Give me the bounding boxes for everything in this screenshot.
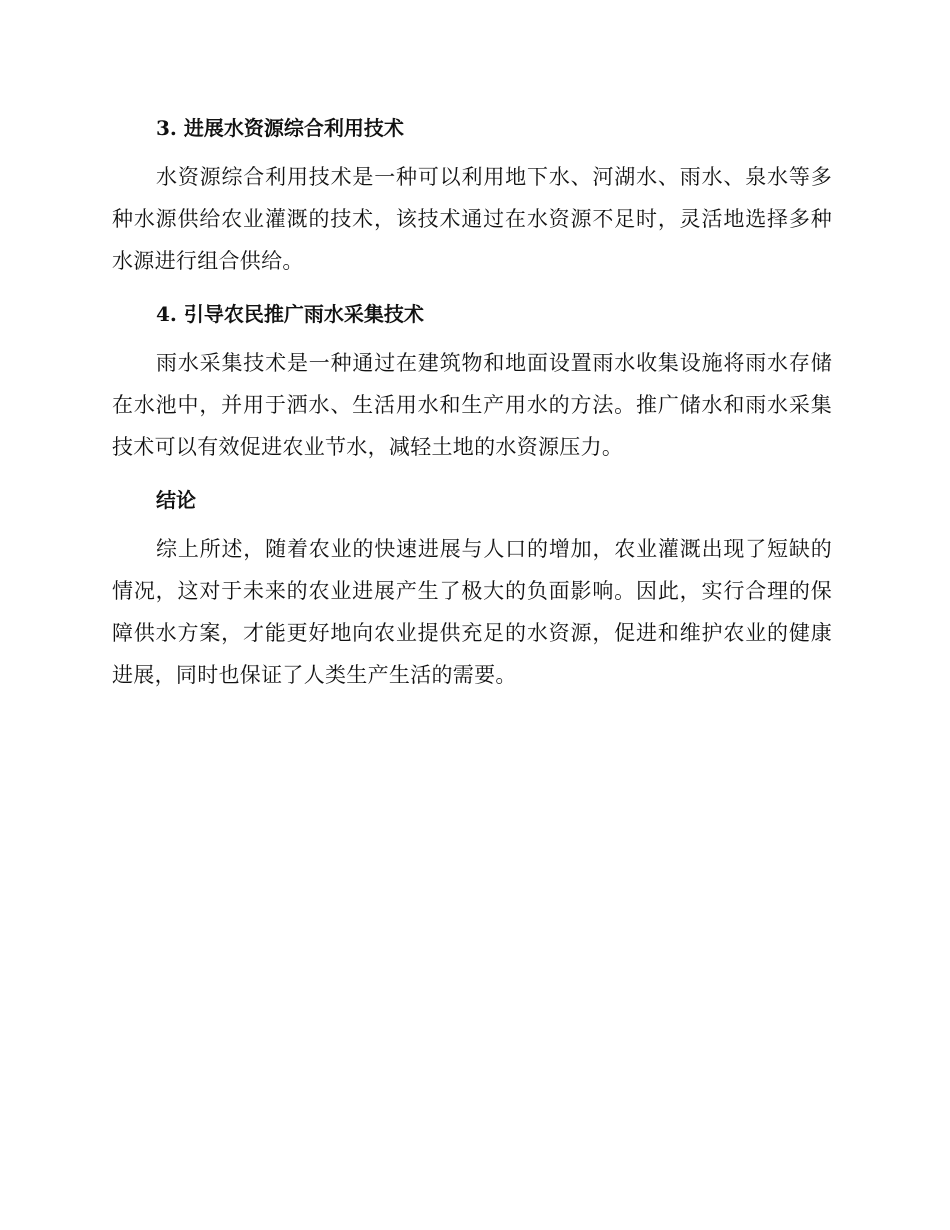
section-paragraph-conclusion: 综上所述，随着农业的快速进展与人口的增加，农业灌溉出现了短缺的情况，这对于未来的农业进展产生了极大的负面影响。因此，实行合理的保障供水方案，才能更好地向农业提供充足的水资源，促进和维护农业的健康进展，同时也保证了人类生产生活的需要。 [112,537,832,687]
section-heading-conclusion: 结论 [156,488,196,512]
section-heading-rainwater-harvesting: 4. 引导农民推广雨水采集技术 [156,302,424,326]
section-paragraph-rainwater-harvesting: 雨水采集技术是一种通过在建筑物和地面设置雨水收集设施将雨水存储在水池中，并用于洒水、生活用水和生产用水的方法。推广储水和雨水采集技术可以有效促进农业节水，减轻土地的水资源压力。 [112,351,832,459]
section-heading-water-resource-technology: 3. 进展水资源综合利用技术 [156,116,404,140]
document-body [112,110,832,710]
section-paragraph-water-resource-technology: 水资源综合利用技术是一种可以利用地下水、河湖水、雨水、泉水等多种水源供给农业灌溉的技术，该技术通过在水资源不足时，灵活地选择多种水源进行组合供给。 [112,165,832,273]
